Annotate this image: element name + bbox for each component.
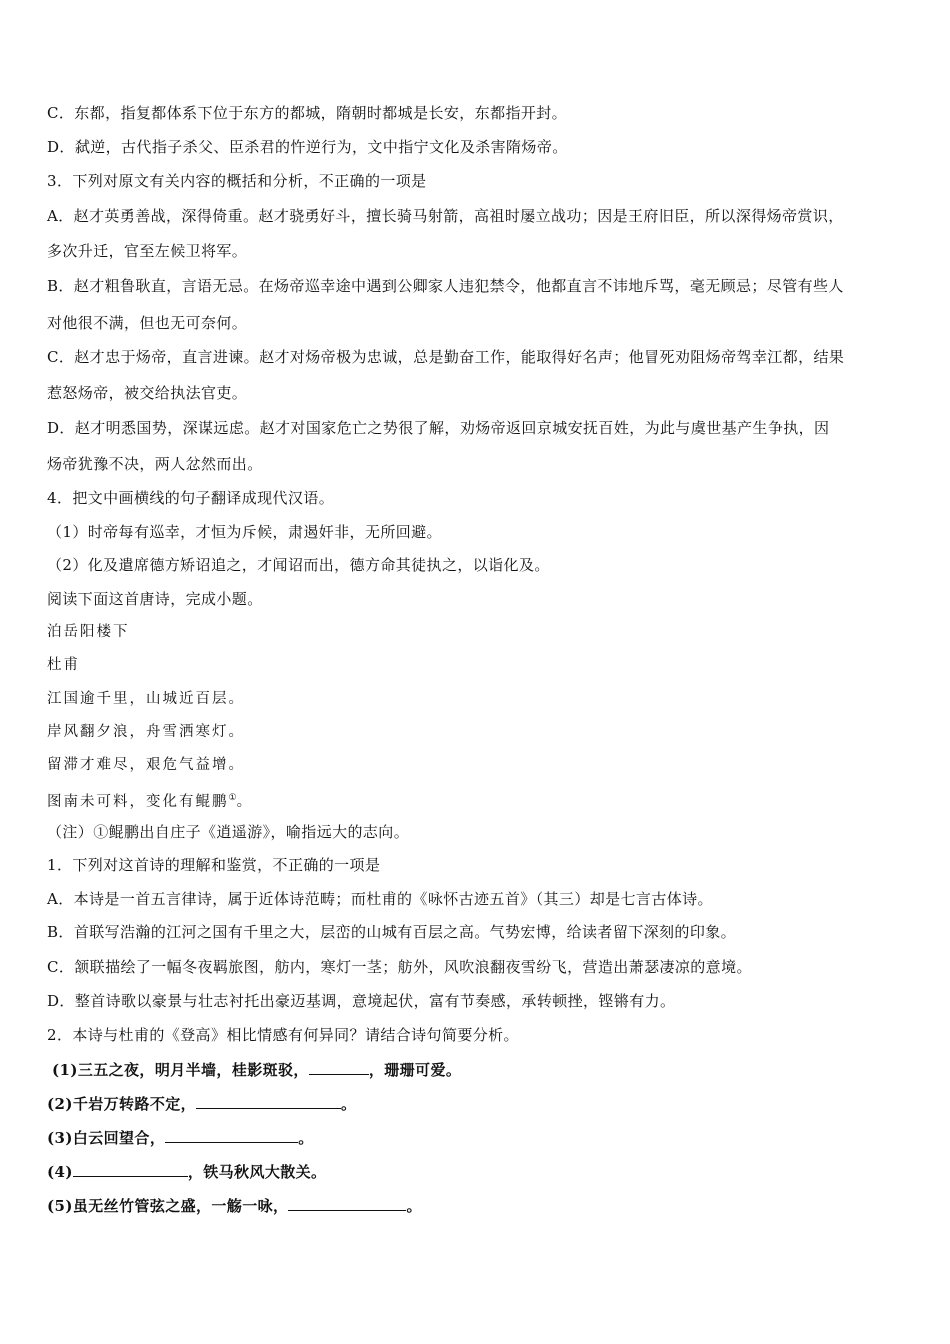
q3-option-b-2: 对他很不满，但也无可奈何。 <box>47 314 248 332</box>
answer-blank-1[interactable] <box>309 1060 369 1075</box>
q3-option-a-2: 多次升迁，官至左候卫将军。 <box>47 242 248 260</box>
fill-blank-3-end: 。 <box>298 1129 314 1147</box>
q3-option-a-1: A．赵才英勇善战，深得倚重。赵才骁勇好斗，擅长骑马射箭，高祖时屡立战功；因是王府旧臣，所以深得炀帝赏识， <box>47 207 844 225</box>
q3-option-d-1: D．赵才明悉国势，深谋远虑。赵才对国家危亡之势很了解，劝炀帝返回京城安抚百姓，为此与虞世基产生争执，因 <box>47 419 830 437</box>
fill-blank-2-end: 。 <box>341 1095 357 1113</box>
poem-question-2: 2．本诗与杜甫的《登高》相比情感有何异同？请结合诗句简要分析。 <box>47 1026 519 1044</box>
poem-line-1: 江国逾千里，山城近百层。 <box>47 691 245 707</box>
answer-blank-2[interactable] <box>196 1094 341 1109</box>
option-d-line: D．弑逆，古代指子杀父、臣杀君的忤逆行为，文中指宁文化及杀害隋炀帝。 <box>47 138 568 156</box>
poem-question-1: 1．下列对这首诗的理解和鉴赏，不正确的一项是 <box>47 856 381 874</box>
poem-option-b: B．首联写浩瀚的江河之国有千里之大，层峦的山城有百层之高。气势宏博，给读者留下深刻的印象。 <box>47 923 737 941</box>
question-3: 3．下列对原文有关内容的概括和分析，不正确的一项是 <box>47 172 427 190</box>
poem-author: 杜甫 <box>47 657 80 673</box>
fill-blank-5-end: 。 <box>406 1197 422 1215</box>
poem-line-4 <box>47 788 253 812</box>
fill-blank-3-text: (3)白云回望合， <box>47 1129 166 1147</box>
q4-sentence-1: （1）时帝每有巡幸，才恒为斥候，肃遏奸非，无所回避。 <box>47 523 442 541</box>
option-c-line: C．东都，指复都体系下位于东方的都城，隋朝时都城是长安，东都指开封。 <box>47 104 568 122</box>
fill-blank-5-text: (5)虽无丝竹管弦之盛，一觞一咏， <box>47 1197 289 1215</box>
poem-line-4-text: 图南未可料，变化有鲲鹏 <box>47 793 229 810</box>
question-4: 4．把文中画横线的句子翻译成现代汉语。 <box>47 489 335 507</box>
answer-blank-4[interactable] <box>73 1162 188 1177</box>
footnote-mark: ① <box>228 793 237 803</box>
q3-option-d-2: 炀帝犹豫不决，两人忿然而出。 <box>47 455 263 473</box>
fill-blank-4 <box>47 1162 326 1182</box>
poem-option-d: D．整首诗歌以豪景与壮志衬托出豪迈基调，意境起伏，富有节奏感，承转顿挫，铿锵有力。 <box>47 992 676 1010</box>
q3-option-c-2: 惹怒炀帝，被交给执法官吏。 <box>47 384 248 402</box>
poem-line-2: 岸风翻夕浪，舟雪洒寒灯。 <box>47 724 245 740</box>
fill-blank-4-end: ，铁马秋风大散关。 <box>187 1163 327 1181</box>
poem-title: 泊岳阳楼下 <box>47 624 130 640</box>
poem-line-3: 留滞才难尽，艰危气益增。 <box>47 757 245 773</box>
fill-blank-1-text: (1)三五之夜，明月半墙，桂影斑驳， <box>52 1061 309 1079</box>
fill-blank-3 <box>47 1128 314 1148</box>
answer-blank-3[interactable] <box>165 1128 298 1143</box>
fill-blank-1-end: ，珊珊可爱。 <box>368 1061 462 1079</box>
q3-option-c-1: C．赵才忠于炀帝，直言进谏。赵才对炀帝极为忠诚，总是勤奋工作，能取得好名声；他冒死劝阻炀帝驾幸江都，结果 <box>47 348 845 366</box>
fill-blank-2-text: (2)千岩万转路不定， <box>47 1095 197 1113</box>
fill-blank-5 <box>47 1196 422 1216</box>
fill-blank-1 <box>52 1060 461 1080</box>
fill-blank-2 <box>47 1094 356 1114</box>
poem-note: （注）①鲲鹏出自庄子《逍遥游》，喻指远大的志向。 <box>47 823 410 841</box>
fill-blank-4-text: (4) <box>47 1163 73 1181</box>
poem-option-c: C．颔联描绘了一幅冬夜羁旅图，舫内，寒灯一茎；舫外，风吹浪翻夜雪纷飞，营造出萧瑟凄凉的意境。 <box>47 958 752 976</box>
poem-option-a: A．本诗是一首五言律诗，属于近体诗范畴；而杜甫的《咏怀古迹五首》（其三）却是七言古体诗。 <box>47 890 713 908</box>
q3-option-b-1: B．赵才粗鲁耿直，言语无忌。在炀帝巡幸途中遇到公卿家人违犯禁令，他都直言不讳地斥骂，毫无顾忌；尽管有些人 <box>47 277 844 295</box>
reading-instruction: 阅读下面这首唐诗，完成小题。 <box>47 590 263 608</box>
q4-sentence-2: （2）化及遣席德方矫诏追之，才闻诏而出，德方命其徒执之，以诣化及。 <box>47 556 550 574</box>
answer-blank-5[interactable] <box>288 1196 406 1211</box>
poem-line-4-end: 。 <box>236 793 254 810</box>
